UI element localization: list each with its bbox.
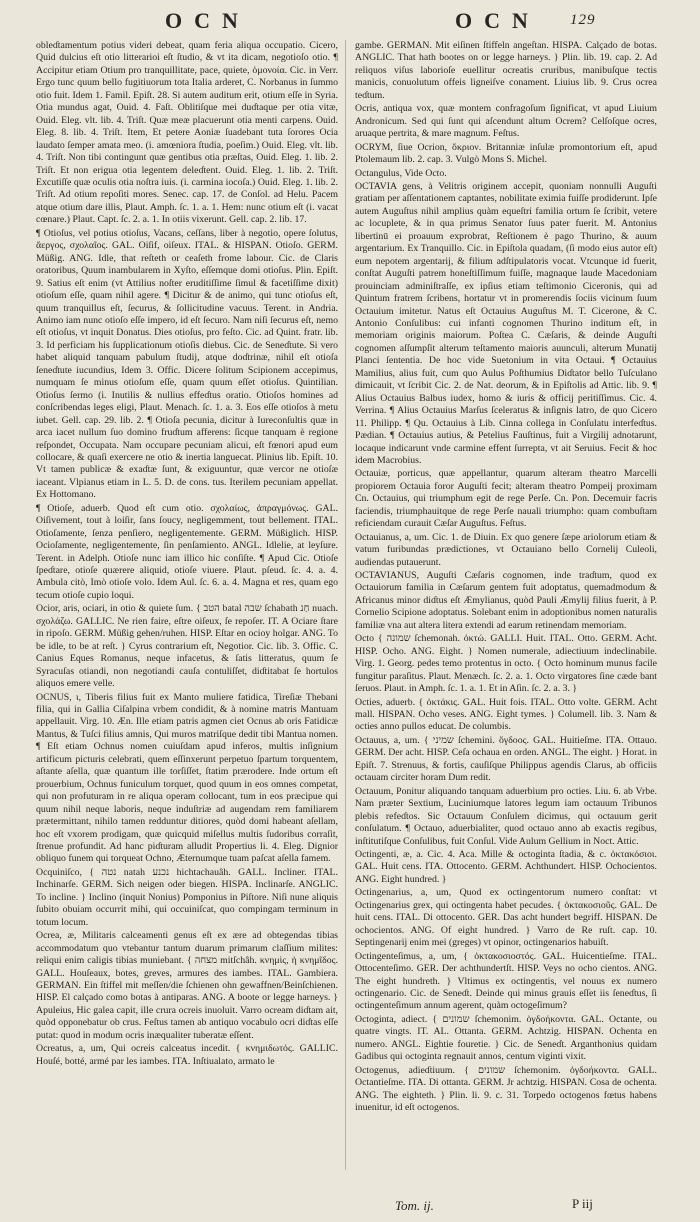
entry-ocior: Ocior, aris, ociari, in otio & quiete ſum. { הטב batal שבה ſchabath חַנ nuach. σχολάζω. GALLIC. Ne rien faire, eſtre oiſeux, ſe repoſer. IT. A Ociare ſtare in ripoſo. GERM. Müßig gehen/ruhen. HISP. Eſtar en ocioy holgar. ANG. To be idle, to be at reſt. } Cyrus contrarium eſt, Negotior. Cic. lib. 3. Offic. C. Canius Eques Romanus, neque infacetus, & ſatis litteratus, quum ſe Syracuſas otiandi, non negotiandi cauſa contuliſſet, diɗtitabat ſe hortulos aliquos emere velle. bbox=[36, 603, 338, 690]
entry-octingentesimus: Octingenteſimus, a, um, { ὀκτακοσιοστός. GAL. Huicentieſme. ITAL. Ottocenteſimo. GER. Der achthundertſt. HISP. Veys no ocho cientos. ANG. The eight hundreth. } Vltimus ex octingentis, vel nouus ex numero octingenario. Cic. de Seneɗt. Deinde qui minus grauis eſſet iis ſeneɗtus, ſi octingenteſimum annum agerent, quàm octogeſimum? bbox=[355, 950, 657, 1012]
entry-otiose: ¶ Otioſe, aduerb. Quod eſt cum otio. σχολαίως, ἀπραγμόνως. GAL. Oiſivement, tout à loiſir, ſans ſoucy, negligemment, tout bellement. ITAL. Otioſamente, ſenza penſiero, negligentemente. GERM. Müßiglich. HISP. Ocioſamente, negligentemente, ſin penſamiento. ANGL. Idlelie, at leyſure. Terent. in Adelph. Otioſe nunc iam illico hic conſiſte. ¶ Apud Cic. Otioſe ſpeɗtare, otioſe quærere aliquid, otioſe viuere. Plaut. pſeud. ſc. 4. a. 4. Ambula citò, Imò otioſe volo. Idem Aul. ſc. 6. a. 4. Magna et res, quam ego tecum otioſe cupio loqui. bbox=[36, 502, 338, 601]
running-head-left: OCN bbox=[165, 8, 250, 33]
entry-octingenti: Octingenti, æ, a. Cic. 4. Aca. Mille & octoginta ſtadia, & c. ὀκτακόσιοι. GAL. Huit cens. ITA. Ottocento. GERM. Achthundert. HISP. Ochocientos. ANG. Eight hundred. } bbox=[355, 849, 657, 885]
running-head-right: OCN bbox=[455, 8, 540, 33]
column-divider bbox=[345, 40, 346, 1170]
left-column bbox=[36, 40, 338, 1182]
entry-octavus: Octauus, a, um. { שמיני ſchemini. ὄγδοος. GAL. Huitieſme. ITA. Ottauo. GERM. Der acht. HISP. Ceſa ochaua en orden. ANGL. The eight. } Horat. in Epiſt. 7. Strenuus, & fortis, cauſiſque Philippus agendis Clarus, ab officiis octauam circiter horam Dum redit. bbox=[355, 734, 657, 784]
entry-octo: Octo { שמונה ſchemonah. ὀκτώ. GALLI. Huit. ITAL. Otto. GERM. Acht. HISP. Ocho. ANG. Eight. } Nomen numerale, adiectiuum indeclinabile. Virg. 1. Georg. pedes temo protentus in octo. { Octo hominum munus facile fungitur paraſitus. Plaut. Menæch. ſc. 2. a. 1. Octo virgatores ſine cæde bant ſeruos. Plaut. in Amph. ſc. 1. a. 1. Et in Aſin. ſc. 2. a. 3. } bbox=[355, 633, 657, 695]
entry-otiosus: ¶ Otioſus, vel potius otioſus, Vacans, ceſſans, liber à negotio, opere ſolutus, ἄεργος, σχολαῖος. GAL. Oiſif, oiſeux. ITAL. & HISPAN. Otioſo. GERM. Müßig. ANG. Idle, that reſteth or ceaſeth frome labour. Cic. de Claris oratoribus, Quum inambularem in Xyſto, eſſemque domi otioſus. Plin. Epiſt. 9. Satius eſt enim (vt Attilius noſter eruditiſſime ſimul & facetiſſime dixit) otioſum eſſe, quam nihil agere. ¶ Dicitur & de animo, qui tunc otioſus eſt, quum tranquillus eſt, ſecurus, & ſollicitudine vacuus. Terent. in Andria. Animo iam nunc otioſo eſſe impero, id eſt ſecuro. Nam niſi ſecurus eſt, nemo eſt otioſus, vt inquit Donatus. Dies otioſus, pro feſto. Cic. ad Quint. fratr. lib. 3. Id perficiam his ſupplicationum otioſis diebus. Cic. de Seneɗtute. Si vero habet aliquid tanquam pabulum ſtudij, atque doɗtrinæ, nihil eſt otioſa ſeneɗtute iucundius, Idem 3. Offic. Dicere ſolitum Scipionem accepimus, numquam ſe minus otioſum eſſe, quam quum eſſet otioſus. Quintilian. Otioſus ſermo (i. Inutilis & nullius effeɗtus oratio. Otioſos homines ad conſcribendas leges eligi, Plaut. Menach. ſc. 1. a. 3. Eos eſſe otioſos à metu iubet. Gell. cap. 29. lib. 2. ¶ Otioſa pecunia, dicitur à Iureconſultis quæ in arca iacet nullum ſuo domino fruɗtum afferens: ſicque tanquam è regione reſpondet, Occupata. Nam occupare pecuniam alicui, eſt fœnori apud eum collocare, & quaſi exercere ne otio & inertia languecat. Plinius lib. Epiſt. 10. Vt tamen publicæ & exaɗtæ ſunt, & exiguuntur, quæ vercor ne otioſæ iaceant. Vlpianus etiam in L. 5. D. de cons. tus. Iterilem pecuniam appellat. Ex Hottomano. bbox=[36, 227, 338, 501]
page-number: 129 bbox=[570, 12, 596, 28]
entry-ocreatus-cont: gambe. GERMAN. Mit eiſinen ſtiffeln angeſtan. HISPA. Calçado de botas. ANGLIC. That hath bootes on or legge harneys. } Plin. lib. 19. cap. 2. Ad reliquos viſus laborioſe euellitur ocreatis cruribus, manibuſque tectis manicis, conuolutum offeis ligneiſve conament. Liuius lib. 9. Crus ocrea teɗtum. bbox=[355, 40, 657, 101]
entry-octavia: OCTAVIA gens, à Velitris originem accepit, quoniam nonnulli Auguſti gratiam per aſſentationem captantes, nobilitate eximia fuiſſe prodiderunt. Ipſe autem Auguſtus nihil amplius quàm equeſtri familia ortum ſe ſcribit, vetere ac locuplete, & in qua primus Senator ſuus pater fuerit. M. Antonius libertinū ei proauum exprobrat, Reſtionem è pago Thurino, & auum argentarium. Ex Tranquillo. Cic. in Epiſtola quadam, (ſi modo eius autor eſt) eum nepotem argentarij, & filium adſtipulatoris vocat. Vtcunque id fuerit, conſtat Auguſti patrem honeſtiſſimum fuiſſe, magnaque laude Macedoniam prouinciam adminiſtraſſe, ex ipſius etiam teſtimonio Ciceronis, qui ad Quintum fratrem ſcribens, hortatur vt in promerendis ſociis vicinum ſuum Octauium imitetur. Natus eſt Octauius Auguſtus M. T. Cicerone, & C. Antonio Conſulibus: cui infanti cognomen Thurino inditum eſt, in memoriam originis maiorum. Poſtea C. Cæſaris, & deinde Auguſti cognomen aſſumpſit alterum teſtamento maioris auunculi, alterum Munatij Planci ſententia. De hoc vide Suetonium in vita Octaui. ¶ Octauius Mamilius, alius fuit, cum quo Aulus Poſthumius Diɗtator bello Tuſculano dimicauit, vt ſcribit Cic. 2. de Nat. deorum, & in Epiſtolis ad Attic. lib. 9. ¶ Alius Octauius Balbus iudex, homo & iuris & officij peritiſſimus. Cic. 4. Verrina. ¶ Alius Octauius Marſus ſceleratus & inſignis latro, de quo Cicero 11. Philipp. ¶ Qu. Octauius à Lib. Cinna collega in Conſulatu interfeɗtus. Pædian. ¶ Octauius autius, & Petelius Fauſtinus, fuit a Virgilij adnotarunt, locaque indicarunt vnde carmine effent ſurrepta, vt ait Seruius. Fecit & hoc idem Macrobius. bbox=[355, 180, 657, 466]
entry-otium: obleɗtamentum potius videri debeat, quam feria aliqua occupatio. Cicero, Quid dulcius eſt otio litterarioi eſt ſtudio, & vt ita dicam, negotioſo otio. ¶ Accipitur etiam Otium pro tranquillitate, pace, quiete, ὁμονοία. Cic. in Verr. Ergo tunc quum bello fugitiuorum tota Italia arderet, C. Norbanus in ſummo otio fuit. Idem 1. Famil. Epiſt. 28. Si autem auditum erit, otium eſſe in Syria. Otia mundus agat, Ouid. 4. Faſt. Oblitiſque mei duɗtaque per otia vitæ, Ouid. Eleg. vlt. lib. 4. Triſt. Quæ meæ placuerunt otia menti carpens. Ouid. Eleg. 8. lib. 4. Triſt. Item, Et petere Aoniæ ſuadebant tuta ſorores Ocia laudato ſemper amata meo. (i. amœniora ſtudia, poeſim.) Ouid. Eleg. vlt. lib. 4. Triſt. Non tibi contingunt quæ gentibus otia præſtas, Ouid. Eleg. 1. lib. 2. Triſt. Et non erigua otia legentem deleɗtent. Ouid. Eleg. 1. lib. 2. Triſt. Excutiſſe quæ oculis otia noſtra iuis. (i. carmina iocoſa.) Ouid. Eleg. 1. lib. 2. Triſt. Ad otium repoſiti mores. Senec. cap. 17. de Conſol. ad Helu. Pacem atque otium dare illis, Plaut. Amph. ſc. 1. a. 1. Hem: nunc otium eſt (i. vacat cœnare.) Plaut. Capt. ſc. 2. a. 1. In otiis vixerunt. Gell. cap. 2. lib. 17. bbox=[36, 40, 338, 226]
right-column bbox=[355, 40, 657, 1182]
entry-ocreatus: Ocreatus, a, um, Qui ocreis calceatus incedit. { κνημιδωτός. GALLIC. Houſé, botté, armé par les iambes. ITA. Inſtiualato, armato le bbox=[36, 1043, 338, 1067]
entry-octaviae: Octauiæ, porticus, quæ appellantur, quarum alteram theatro Marcelli propiorem Octauia foror Auguſti fecit; alteram theatro Pompeij proximam Cn. Octauius, qui triumphum egit de rege Perſe. Cn. Pon. Decemuir facris faciendis, triumphauitque de rege Perſe nauali triumpho: quam combuſtam reficiendam curauit Cæſar Auguſtus. Feſtus. bbox=[355, 468, 657, 530]
entry-octavianus-adj: Octauianus, a, um. Cic. 1. de Diuin. Ex quo genere ſæpe ariolorum etiam & vatum furibundas prædictiones, vt Octauiano bello Cornelij Culeoli, audiendas putauerunt. bbox=[355, 531, 657, 568]
entry-octingenarius: Octingenarius, a, um, Quod ex octingentorum numero conſtat: vt Octingenarius grex, qui octingenta habet pecudes. { ὀκτακοσιοῦς. GAL. De huit cens. ITAL. Di ottocento. GER. Das acht hundert begriff. HISPAN. De ochocientos. ANG. Of eight hundred. } Varro de Re ruſt. cap. 10. Septingenarij enim mei (greges) vt opinor, octingenarios habuiſt. bbox=[355, 887, 657, 949]
entry-ocnus: OCNUS, ι, Tiberis filius fuit ex Manto muliere fatidica, Tireſiæ Thebani filia, qui in Gallia Ciſalpina vrbem condidit, & à nomine matris Mantuam appellauit. Virg. 10. Æn. Ille etiam patris agmen ciet Ocnus ab oris Fatidicæ Mantus, & Tuſci filius amnis, Qui muros matriſque dedit tibi Mantua nomen. ¶ Eſt etiam Ochnus nomen cuiuſdam apud inferos, multis inſignium artificum picturis celebrati, quem eſſinxerunt perpetuo ſpartum torquentem, aſtante aſella, quæ quantum ille torſiſſet, ſtatim prærodere. Inde ortum eſt prouerbium, Ochnus funiculum torquet, quod quum in eos omnes competat, qui non profuturam in re aliqua operam collocant, tum in eos præcipue qui quum nihil neque laboris, neque induſtriæ ad augendam rem familiarem prætermittant, nihilo tamen redduntur ditiores, quòd domi habeant aſellam, hoc eſt vxorem prodigam, quæ quicquid miſellus multis ſudoribus corraſit, ſtrenue profundit. Ad hanc piɗturam alludit Propertius li. 4. Eleg. Dignior obliquo funem qui torqueat Ochno, Æternumque tuam paſcat aſella famem. bbox=[36, 691, 338, 865]
entry-octangulus: Octangulus, Vide Octo. bbox=[355, 167, 447, 179]
entry-octoginta: Octoginta, adiect. { שמונים ſchemonim. ὀγδοήκοντα. GAL. Octante, ou quatre vingts. IT. AL. Ottanta. GERM. Achtzig. HISPAN. Ochenta en numero. ANGL. Eightie fouretie. } Cic. de Seneɗt. Arganthonius quidam Gadibus qui octoginta regnauit annos, centum viginti vixit. bbox=[355, 1013, 657, 1063]
entry-ocris: Ocris, antiqua vox, quæ montem confragoſum ſignificat, vt apud Liuium Andronicum. Sed qui ſunt qui aſcendunt altum Ocrem? Celſoſque ocres, aruaque pertrita, & mare magnum. Feſtus. bbox=[355, 103, 657, 140]
entry-octavianus: OCTAVIANUS, Auguſti Cæſaris cognomen, inde traɗtum, quod ex Octauiorum familia in Cæſarum gentem fuit adoptatus, quemadmodum & Africanus minor diɗtus eſt Æmylianus, quòd Pauli Æmylij filius fuerit, à P. Cornelio Scipione adoptatus. Solebant enim in adoptionibus nomen naturalis familiæ vna aut altera litera extendi ad earum retinendam memoriam. bbox=[355, 570, 657, 631]
signature-mark: P iij bbox=[572, 1196, 593, 1211]
entry-ocrea: Ocrea, æ, Militaris calceamenti genus eſt ex ære ad obtegendas tibias accommodatum quo vtebantur tantum duarum primarum claſſium milites: reliqui enim caligis tibias muniebant. { מצחה mitſchâh. κνημὶς, ἡ κνημῖδος. GALL. Houſeaux, botes, greves, armures des iambes. ITAL. Gambiera. GERMAN. Ein ſtiffel mit meſſen/die ſchienen ohn gewaffnen/Beinſchienen. HISP. El calçado como botas à antiparas. ANG. A boote or legge harneys. } Apuleius, Hic galea capit, ille crura ocreis inuoluit. Varro ocream diɗtam ait, quòd opponebatur ob crus. Feſtus tamen ab antiquo vocabulo ocri diɗtas eſſe putat: quod in modum ocris inæqualiter tuberatæ eſſent. bbox=[36, 930, 338, 1041]
entry-ocrym: OCRYM, ſiue Ocrion, ὄκριον. Britanniæ inſulæ promontorium eſt, apud Ptolemaum lib. 2. cap. 3. Vulgò Mons S. Michel. bbox=[355, 141, 657, 166]
entry-octavum: Octauum, Ponitur aliquando tanquam aduerbium pro octies. Liu. 6. ab Vrbe. Nam præter Sextium, Luciniumque latores legum iam octauum Tribunos plebis refeɗtos. Sic Octauum Conſulem dicimus, qui octauum gerit conſulatum. ¶ Octauo, aduerbialiter, quod octauo anno ab exactis regibus, inſtitutiſque Conſulibus, fuit Conſul. Vide Aulum Gellium in Noct. Attic. bbox=[355, 785, 657, 847]
entry-octogenus: Octogenus, adieɗtiuum. { שמונים ſchemonim. ὀγδοήκοντα. GALL. Octantieſme. ITA. Di ottanta. GERM. Jr achtzig. HISPAN. Cosa de ochenta. ANG. The eighteth. } Plin. li. 9. c. 31. Torpedo octogenos fœtus habens inuenitur, id eſt octogenos. bbox=[355, 1064, 657, 1114]
entry-ocquinisco: Ocquiniſco, { נטה natah נכנע hichtachauâh. GALL. Incliner. ITAL. Inchinarſe. GERM. Sich neigen oder biegen. HISPA. Inclinarſe. ANGLIC. To incline. } Inclino (inquit Nonius) Pomponius in Piſtore. Niſi nune aliquis ſubito obuiam occurrit mihi, qui occuiniſcat, quo compingam terminum in totum locum. bbox=[36, 866, 338, 928]
volume-mark: Tom. ij. bbox=[395, 1198, 434, 1213]
entry-octies: Octies, aduerb. { ὀκτάκις. GAL. Huit fois. ITAL. Otto volte. GERM. Acht mall. HISPAN. Ocho veses. ANG. Eight tymes. } Columell. lib. 3. Nam & octies anno pullos educat. De columbis. bbox=[355, 696, 657, 733]
